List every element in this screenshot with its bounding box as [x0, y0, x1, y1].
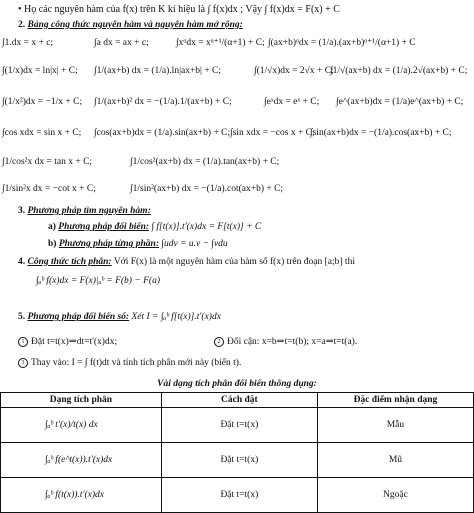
sec3-b-label: b)	[48, 239, 57, 249]
table-header-row	[1, 393, 474, 408]
table-title: Vài dạng tích phân đổi biến thông dụng:	[157, 379, 317, 389]
col-header-feature: Đặc điểm nhận dạng	[317, 393, 473, 408]
sec3-a-title: Phương pháp đổi biến:	[58, 222, 150, 232]
table-row	[1, 408, 474, 443]
formula-r1c2: ∫(1/√x)dx = 2√x + C;	[254, 66, 334, 76]
row-form: ∫ₐᵇ t'(x)/t(x) dx	[1, 408, 162, 443]
sec3-b-title: Phương pháp từng phần:	[58, 239, 159, 249]
step1-circle: 1	[18, 337, 28, 347]
row-method: Đặt t=t(x)	[161, 478, 317, 513]
sec3-number: 3.	[18, 206, 26, 216]
table-row	[1, 478, 474, 513]
row-feature: Mũ	[317, 443, 473, 478]
step2-text: Đổi cận: x=b⇒t=t(b); x=a⇒t=t(a).	[227, 337, 358, 347]
row-method: Đặt t=t(x)	[161, 408, 317, 443]
sec4-number: 4.	[18, 257, 26, 267]
formula-r2c1: ∫1/(ax+b)² dx = −(1/a).1/(ax+b) + C;	[94, 97, 232, 107]
substitution-table	[0, 392, 474, 513]
sec4-heading	[18, 257, 355, 267]
sec4-formula: ∫ₐᵇ f(x)dx = F(x)|ₐᵇ = F(b) − F(a)	[36, 276, 160, 286]
sec3-a-formula: ∫ f[t(x)].t'(x)dx = F[t(x)] + C	[151, 222, 262, 232]
formula-r0c1: ∫a dx = ax + c;	[94, 38, 149, 48]
step2-circle: 2	[214, 337, 224, 347]
formula-r4c0: ∫1/cos²x dx = tan x + C;	[2, 157, 93, 167]
step1-text: Đặt t=t(x)⇒dt=t'(x)dx;	[31, 337, 118, 347]
step3-text: Thay vào: I = ∫ f(t)dt và tính tích phân mới này (biến t).	[31, 358, 242, 368]
row-method: Đặt t=t(x)	[161, 443, 317, 478]
formula-r3c3: ∫sin(ax+b)dx = −(1/a).cos(ax+b) + C;	[310, 128, 452, 138]
sec2-number: 2.	[18, 20, 26, 30]
sec3-a	[48, 222, 261, 232]
sec2-title: Bảng công thức nguyên hàm và nguyên hàm mở rộng:	[27, 20, 243, 30]
formula-r1c1: ∫1/(ax+b) dx = (1/a).ln|ax+b| + C;	[94, 66, 222, 76]
formula-r5c1: ∫1/sin²(ax+b) dx = −(1/a).cot(ax+b) + C;	[130, 184, 284, 194]
formula-r3c0: ∫cos xdx = sin x + C;	[2, 128, 82, 138]
sec5-heading	[18, 312, 221, 322]
sec5-step3	[18, 358, 241, 368]
row-feature: Ngoặc	[317, 478, 473, 513]
formula-r2c3: ∫e^(ax+b)dx = (1/a)e^(ax+b) + C;	[336, 97, 464, 107]
formula-r0c0: ∫1.dx = x + c;	[2, 38, 54, 48]
sec5-step2	[214, 337, 357, 347]
step3-circle: 3	[18, 358, 28, 368]
formula-r1c3: ∫1/√(ax+b) dx = (1/a).2√(ax+b) + C;	[330, 66, 468, 76]
sec5-text: Xét I = ∫ₐᵇ f[t(x)].t'(x)dx	[131, 312, 221, 322]
sec5-number: 5.	[18, 312, 26, 322]
row-form: ∫ₐᵇ f(e^t(x)).t'(x)dx	[1, 443, 162, 478]
sec2-heading	[18, 20, 243, 30]
formula-r4c1: ∫1/cos²(ax+b) dx = (1/a).tan(ax+b) + C;	[130, 157, 280, 167]
sec3-b	[48, 239, 228, 249]
formula-r1c0: ∫(1/x)dx = ln|x| + C;	[2, 66, 78, 76]
formula-r2c2: ∫eˣdx = eˣ + C;	[264, 97, 320, 107]
col-header-method: Cách đặt	[161, 393, 317, 408]
table-row	[1, 443, 474, 478]
formula-r0c2: ∫xᵅdx = xᵅ⁺¹/(α+1) + C;	[176, 38, 265, 48]
row-form: ∫ₐᵇ f(t(x)).t'(x)dx	[1, 478, 162, 513]
formula-r2c0: ∫(1/x²)dx = −1/x + C;	[2, 97, 83, 107]
sec3-a-label: a)	[48, 222, 56, 232]
row-feature: Mẫu	[317, 408, 473, 443]
sec5-title: Phương pháp đổi biến số:	[27, 312, 130, 322]
sec3-heading	[18, 206, 151, 216]
sec4-text: Với F(x) là một nguyên hàm của hàm số f(x) trên đoạn [a;b] thì	[113, 257, 355, 267]
formula-r3c1: ∫cos(ax+b)dx = (1/a).sin(ax+b) + C;	[94, 128, 231, 138]
sec3-title: Phương pháp tìm nguyên hàm:	[27, 206, 151, 216]
intro-line: • Họ các nguyên hàm của f(x) trên K kí hiệu là ∫ f(x)dx ; Vậy ∫ f(x)dx = F(x) + C	[18, 4, 340, 15]
sec3-b-formula: ∫udv = u.v − ∫vdu	[161, 239, 228, 249]
sec5-step1	[18, 337, 117, 347]
sec4-title: Công thức tích phân:	[27, 257, 112, 267]
formula-r3c2: ∫sin xdx = −cos x + C;	[230, 128, 315, 138]
formula-r5c0: ∫1/sin²x dx = −cot x + C;	[2, 184, 96, 194]
col-header-form: Dạng tích phân	[1, 393, 162, 408]
formula-r0c3: ∫(ax+b)ᵅdx = (1/a).(ax+b)ᵅ⁺¹/(α+1) + C	[268, 38, 416, 48]
